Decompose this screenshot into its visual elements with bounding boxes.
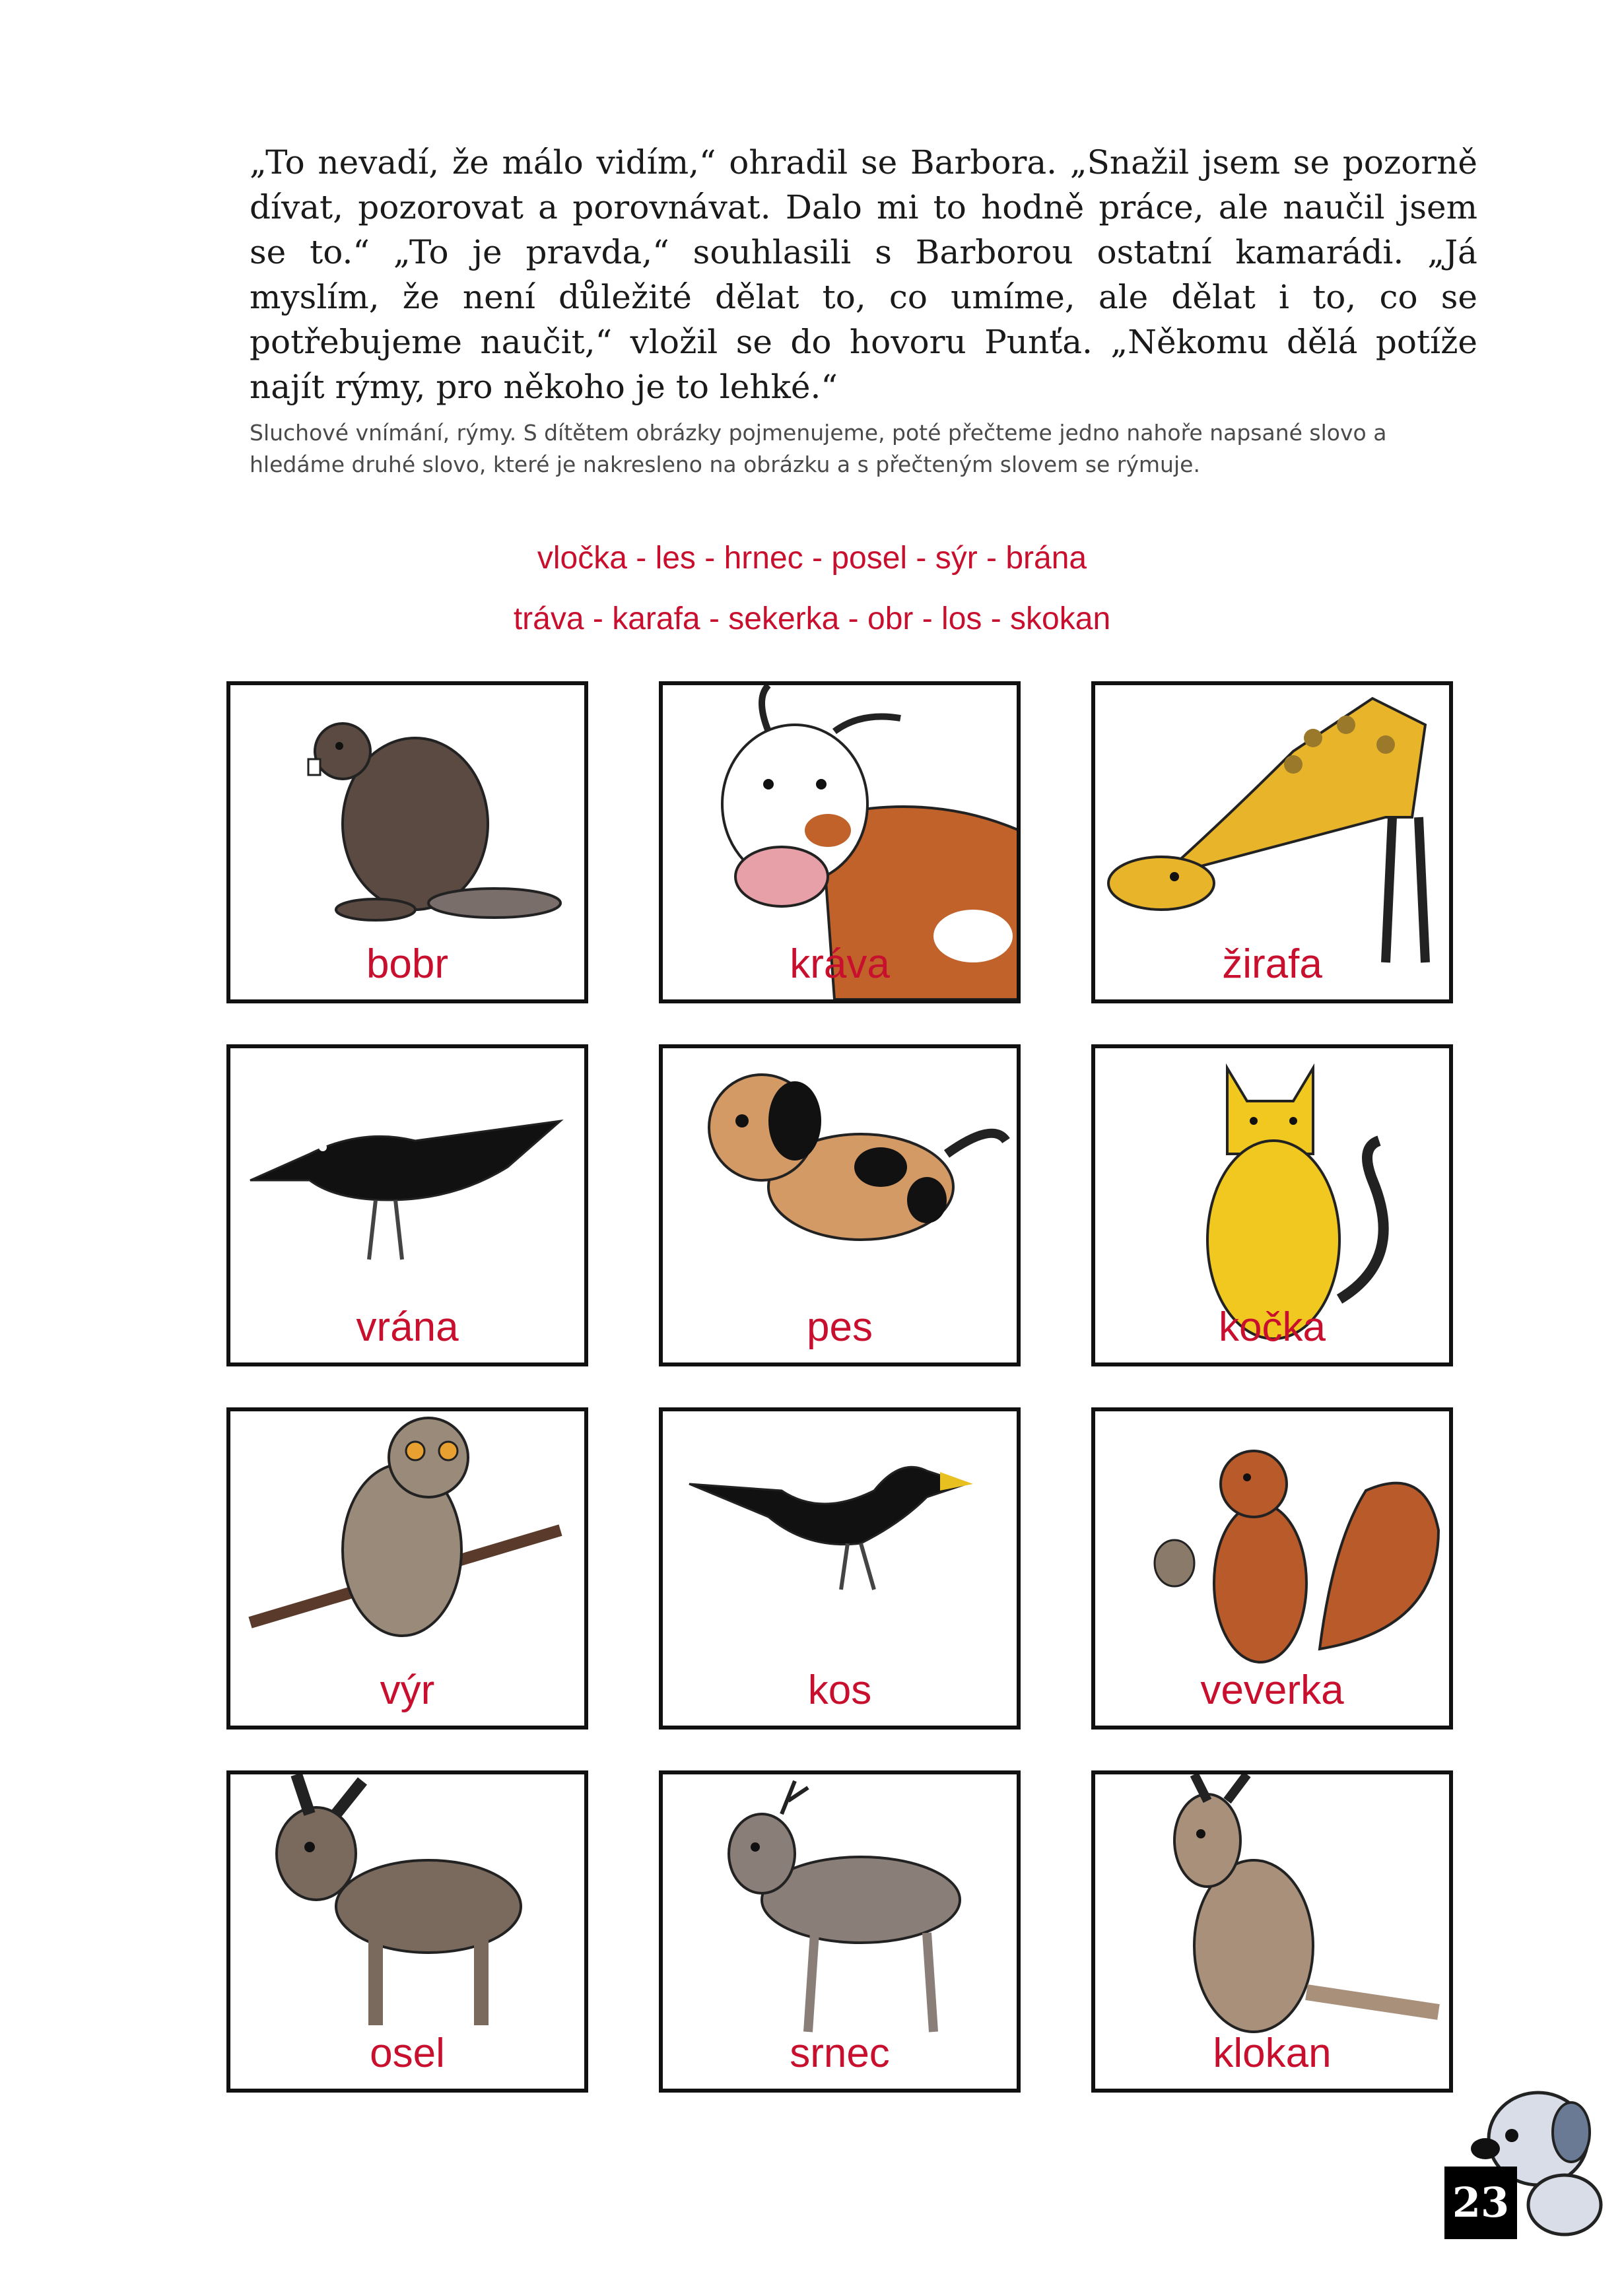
card-bobr[interactable]: [226, 681, 588, 1003]
card-klokan[interactable]: [1091, 1770, 1453, 2093]
rhyme-words-line-1: vločka - les - hrnec - posel - sýr - brána: [537, 541, 1087, 576]
rhyme-words-line-2: tráva - karafa - sekerka - obr - los - skokan: [513, 601, 1111, 636]
card-veverka[interactable]: [1091, 1407, 1453, 1730]
card-zirafa[interactable]: [1091, 681, 1453, 1003]
card-label: žirafa: [1222, 941, 1322, 987]
card-kocka[interactable]: [1091, 1044, 1453, 1366]
card-label: srnec: [790, 2031, 890, 2076]
card-srnec[interactable]: [659, 1770, 1021, 2093]
card-vrana[interactable]: [226, 1044, 588, 1366]
card-label: bobr: [366, 941, 449, 987]
card-pes[interactable]: [659, 1044, 1021, 1366]
page-number: 23: [1444, 2167, 1517, 2239]
instruction-text: Sluchové vnímání, rýmy. S dítětem obrázky pojmenujeme, poté přečteme jedno nahoře napsané slovo a hledáme druhé slovo, které je nakresleno na obrázku a s přečteným slovem se rýmuje.: [250, 420, 1387, 477]
card-label: kočka: [1219, 1304, 1326, 1350]
card-vyr[interactable]: [226, 1407, 588, 1730]
card-label: vrána: [356, 1304, 459, 1350]
card-label: kráva: [790, 941, 890, 987]
card-label: klokan: [1213, 2031, 1332, 2076]
card-label: výr: [380, 1667, 435, 1713]
card-label: osel: [370, 2031, 445, 2076]
card-osel[interactable]: [226, 1770, 588, 2093]
card-kos[interactable]: [659, 1407, 1021, 1730]
card-label: pes: [807, 1304, 873, 1350]
card-label: veverka: [1200, 1667, 1344, 1713]
card-label: kos: [807, 1667, 872, 1713]
story-paragraph: „To nevadí, že málo vidím,“ ohradil se Barbora. „Snažil jsem se pozorně dívat, pozorovat a porovnávat. Dalo mi to hodně práce, ale naučil jsem se to.“ „To je pravda,“ souhlasili s Barborou ostatní kamarádi. „Já myslím, že není důležité dělat to, co umíme, ale dělat i to, co se potřebujeme naučit,“ vložil se do hovoru Punťa. „Někomu dělá potíže najít rýmy, pro někoho je to lehké.“: [250, 143, 1477, 406]
card-krava[interactable]: [659, 681, 1021, 1003]
